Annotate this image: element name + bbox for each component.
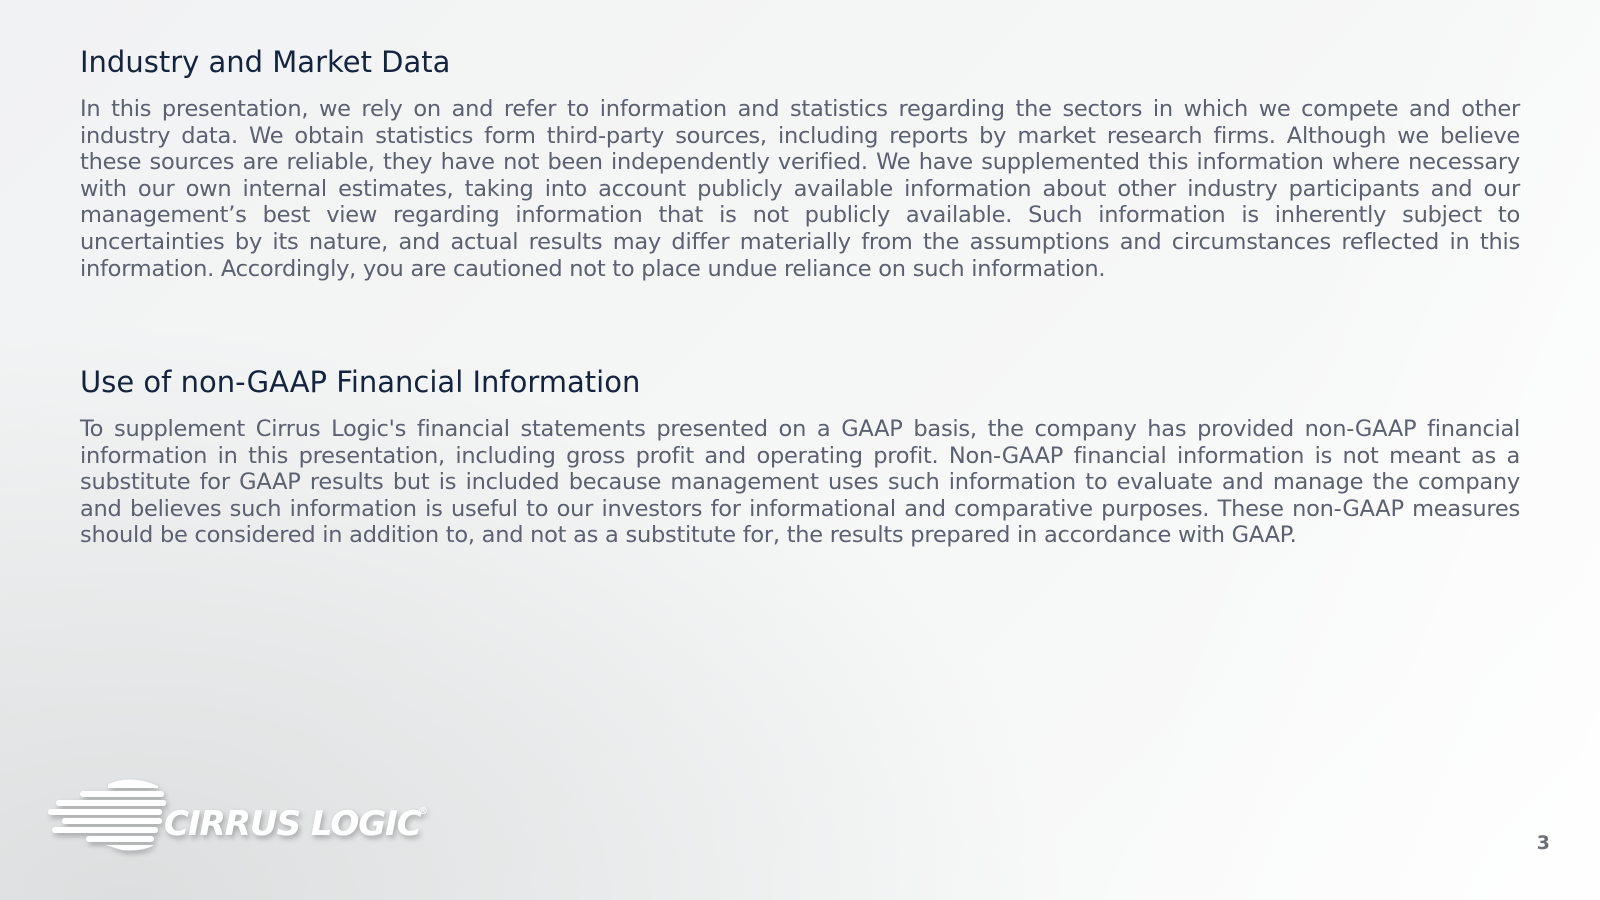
- section-body: In this presentation, we rely on and refer to information and statistics regarding the sectors in which we compete and other industry data. We obtain statistics form third-party sources, including reports by market research firms. Although we believe these sources are reliable, they have not been independently verified. We have supplemented this information where necessary with our own internal estimates, taking into account publicly available information about other industry participants and our management’s best view regarding information that is not publicly available. Such information is inherently subject to uncertainties by its nature, and actual results may differ materially from the assumptions and circumstances reflected in this information. Accordingly, you are cautioned not to place undue reliance on such information.: [80, 96, 1520, 282]
- registered-mark: ®: [418, 806, 428, 817]
- section-heading: Use of non-GAAP Financial Information: [80, 365, 641, 399]
- section-body: To supplement Cirrus Logic's financial statements presented on a GAAP basis, the company has provided non-GAAP financial information in this presentation, including gross profit and operating profit. Non-GAAP financial information is not meant as a substitute for GAAP results but is included because management uses such information to evaluate and manage the company and believes such information is useful to our investors for informational and comparative purposes. These non-GAAP measures should be considered in addition to, and not as a substitute for, the results prepared in accordance with GAAP.: [80, 416, 1520, 549]
- non-gaap-section: [80, 362, 1520, 549]
- cirrus-logic-logo: [46, 778, 456, 858]
- logo-text: CIRRUS LOGIC: [164, 804, 421, 844]
- page-number: 3: [1536, 832, 1550, 854]
- section-heading: Industry and Market Data: [80, 45, 451, 79]
- industry-market-data-section: [80, 42, 1520, 282]
